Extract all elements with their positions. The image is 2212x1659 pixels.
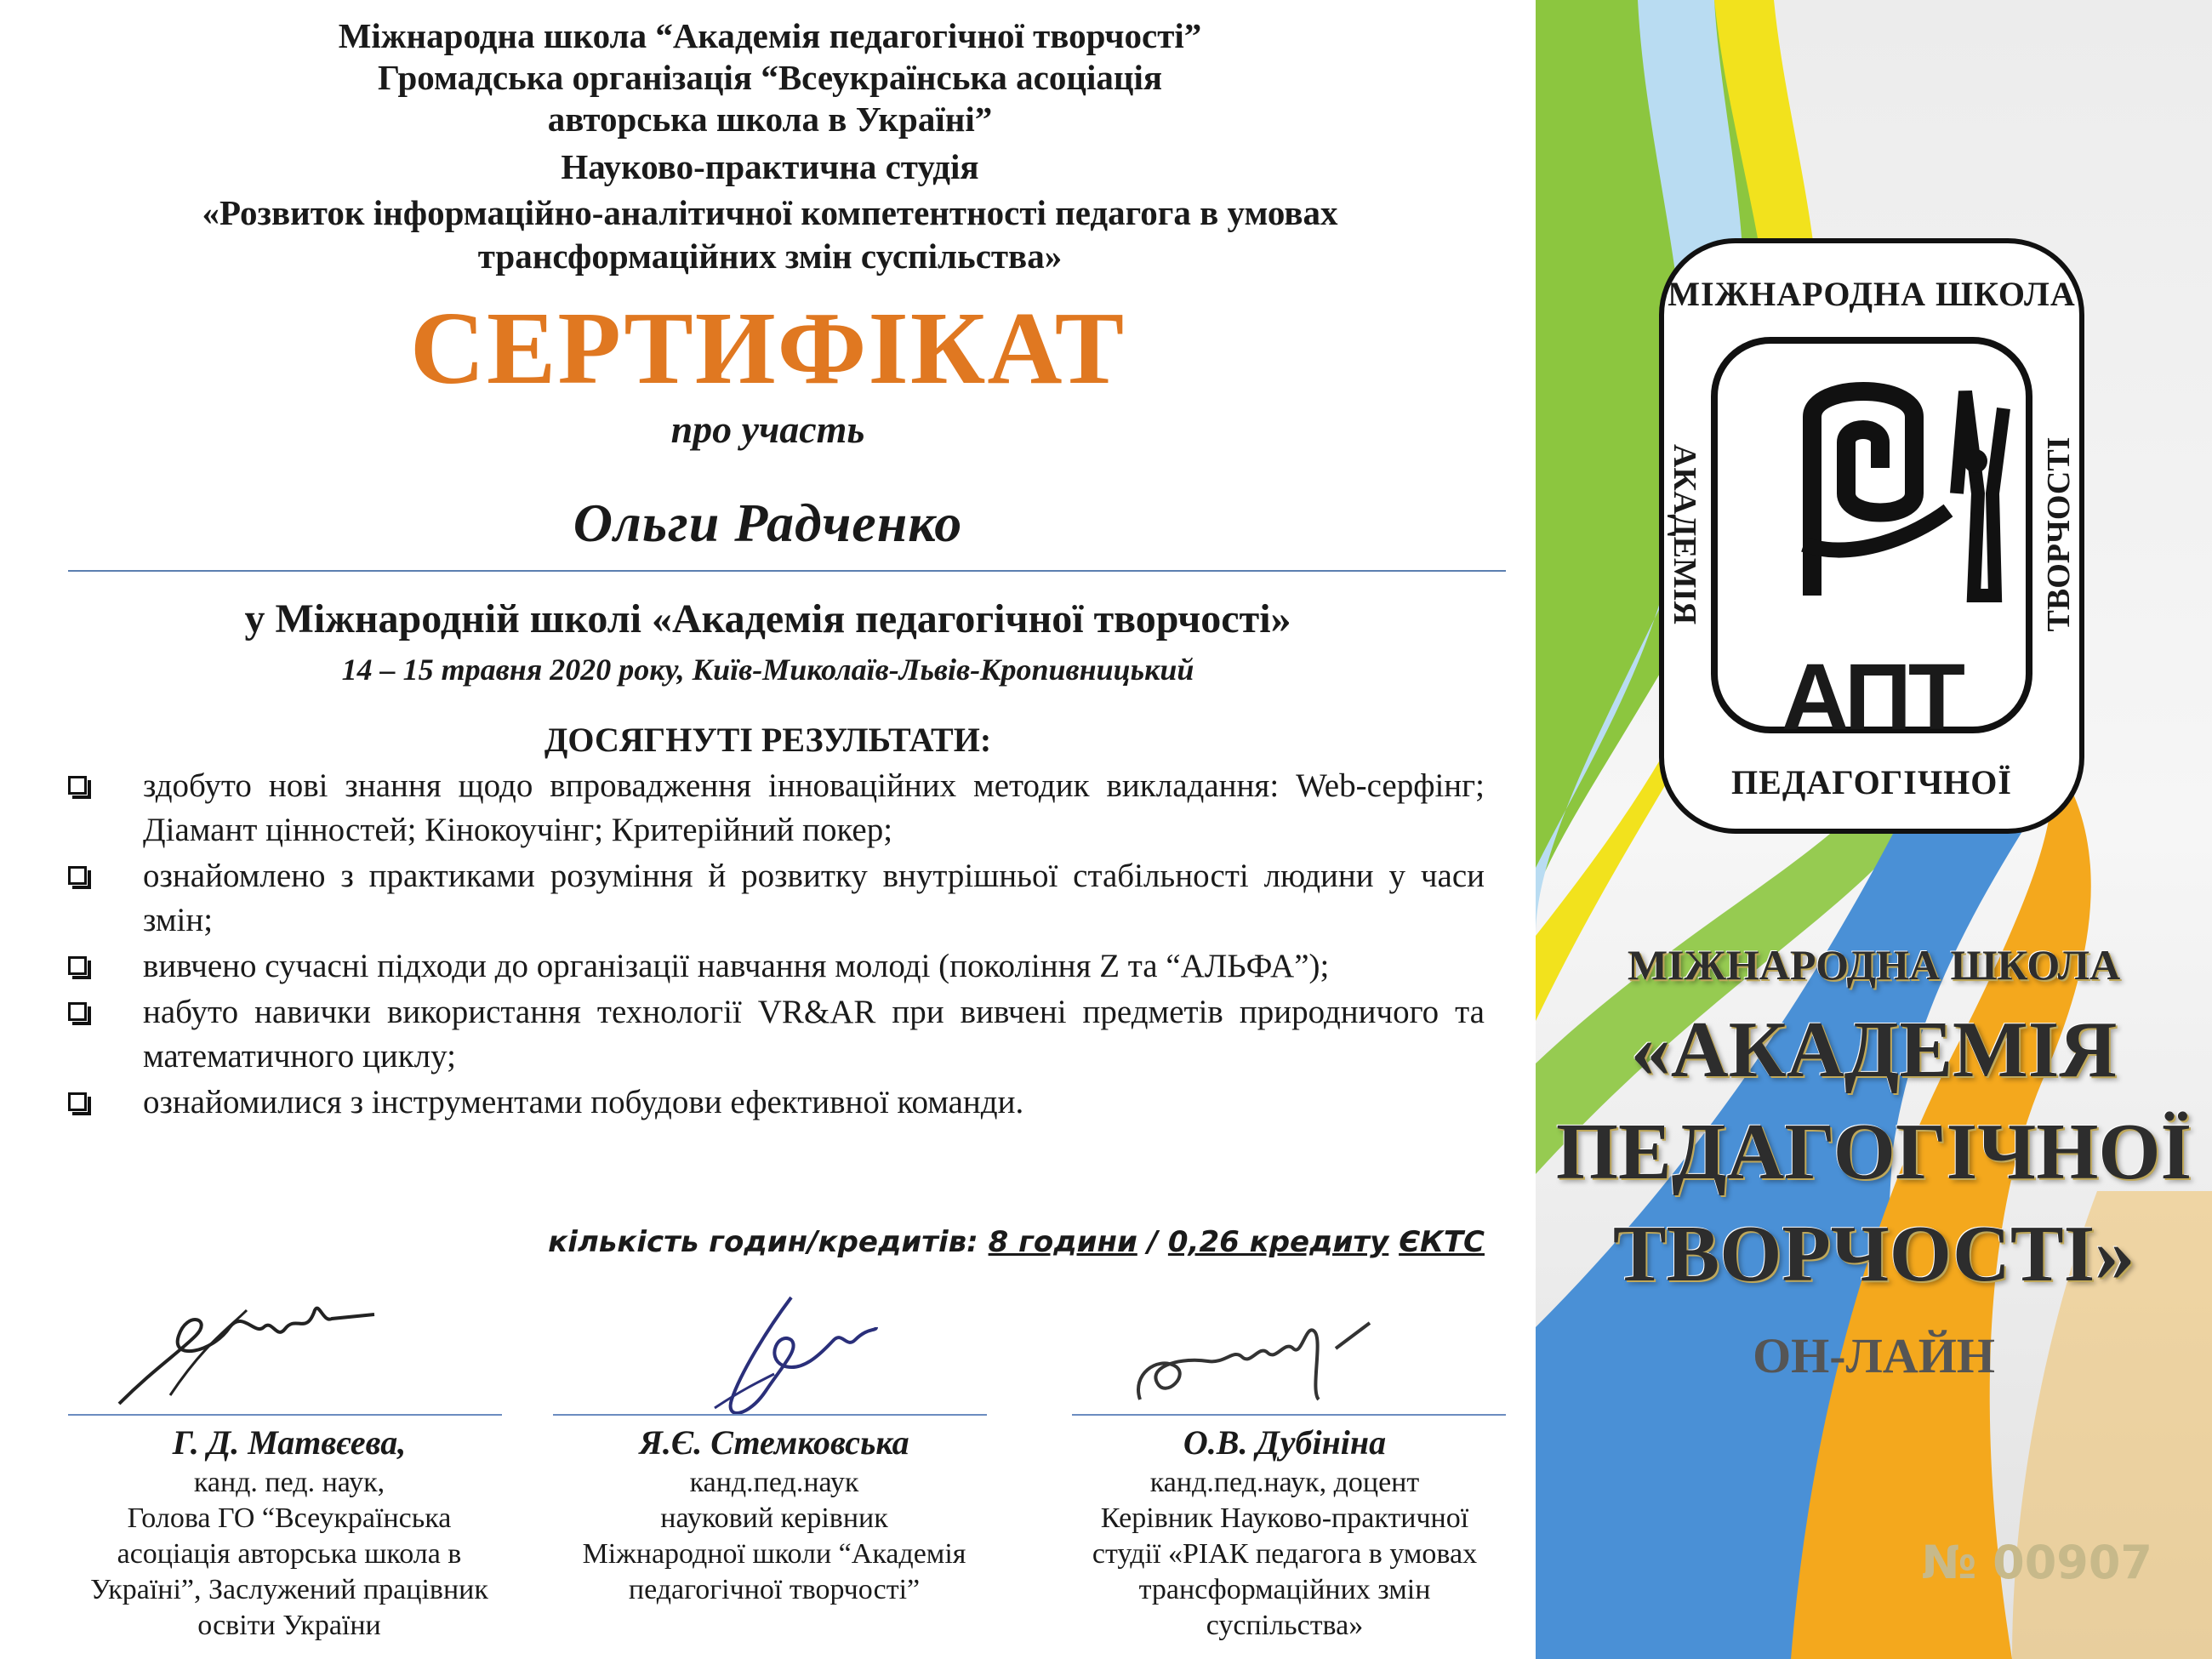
- hours-separator: /: [1147, 1225, 1159, 1259]
- panel-online: ОН-ЛАЙН: [1753, 1328, 1995, 1383]
- decorative-side-panel: [1536, 0, 2212, 1659]
- header-line-2: Громадська організація “Всеукраїнська асоціація: [377, 58, 1163, 97]
- list-item: ознайомилися з інструментами побудови ефективної команди.: [68, 1080, 1485, 1125]
- logo-center-text: АПТ: [1781, 645, 1963, 750]
- signatory-name-3: О.В. Дубініна: [1183, 1423, 1387, 1462]
- logo-left-text: АКАДЕМІЯ: [1667, 443, 1702, 625]
- logo-right-text: ТВОРЧОСТІ: [2041, 436, 2077, 632]
- signature-line-2: [553, 1414, 987, 1416]
- school-line: у Міжнародній школі «Академія педагогічної творчості»: [244, 596, 1291, 641]
- panel-line-4: ТВОРЧОСТІ»: [1612, 1210, 2135, 1298]
- signature-dubinina: [1115, 1297, 1395, 1425]
- panel-line-3: ПЕДАГОГІЧНОЇ: [1555, 1108, 2192, 1196]
- checkbox-bullet-icon: [68, 1002, 87, 1021]
- signatory-desc-2: канд.пед.наук науковий керівник Міжнародної школи “Академія педагогічної творчості”: [582, 1467, 966, 1605]
- header-line-4: Науково-практична студія: [561, 147, 979, 186]
- certificate-subtitle: про участь: [670, 408, 865, 451]
- certificate-number: № 00907: [1921, 1536, 2152, 1589]
- checkbox-bullet-icon: [68, 956, 87, 975]
- panel-line-1: МІЖНАРОДНА ШКОЛА: [1627, 941, 2121, 989]
- hours-value: 8 години: [988, 1225, 1137, 1259]
- credits-unit: ЄКТС: [1399, 1225, 1485, 1259]
- signature-line-1: [68, 1414, 502, 1416]
- list-item: здобуто нові знання щодо впровадження інноваційних методик викладання: Web-серфінг; Діамант цінностей; Кінокоучінг; Критерійний покер;: [68, 764, 1485, 852]
- signatory-desc-1: канд. пед. наук, Голова ГО “Всеукраїнська асоціація авторська школа в Україні”, Заслужений працівник освіти України: [90, 1467, 488, 1641]
- panel-line-2: «АКАДЕМІЯ: [1630, 1006, 2118, 1094]
- header-line-3: авторська школа в Україні”: [547, 100, 993, 139]
- signatory-name-1: Г. Д. Матвєева,: [172, 1423, 407, 1462]
- signatory-desc-3: канд.пед.наук, доцент Керівник Науково-практичної студії «РІАК педагога в умовах трансформаційних змін суспільства»: [1092, 1467, 1478, 1641]
- results-heading: ДОСЯГНУТІ РЕЗУЛЬТАТИ:: [544, 721, 992, 759]
- header-line-6: трансформаційних змін суспільства»: [477, 237, 1063, 276]
- signature-stemkovska: [664, 1280, 893, 1425]
- signatory-name-2: Я.Є. Стемковська: [639, 1423, 909, 1462]
- list-item: ознайомлено з практиками розуміння й розвитку внутрішньої стабільності людини у часи змін;: [68, 854, 1485, 943]
- results-list: [68, 764, 1485, 1126]
- checkbox-bullet-icon: [68, 776, 87, 795]
- logo-bottom-text: ПЕДАГОГІЧНОЇ: [1731, 763, 2012, 801]
- school-logo: [1659, 238, 2084, 834]
- checkbox-bullet-icon: [68, 866, 87, 885]
- list-item: набуто навички використання технології VR&AR при вивчені предметів природничого та математичного циклу;: [68, 990, 1485, 1079]
- hours-credits: [548, 1225, 1485, 1259]
- credits-value: 0,26 кредиту: [1167, 1225, 1389, 1259]
- certificate-title: СЕРТИФІКАТ: [409, 291, 1126, 406]
- signature-matveeva: [102, 1276, 391, 1421]
- logo-top-text: МІЖНАРОДНА ШКОЛА: [1668, 275, 2076, 313]
- signature-line-3: [1072, 1414, 1506, 1416]
- list-item: вивчено сучасні підходи до організації навчання молоді (покоління Z та “АЛЬФА”);: [68, 944, 1485, 989]
- dates-line: 14 – 15 травня 2020 року, Київ-Миколаїв-Львів-Кропивницький: [341, 653, 1194, 687]
- name-divider: [68, 570, 1506, 572]
- recipient-name: Ольги Радченко: [573, 493, 963, 553]
- checkbox-bullet-icon: [68, 1092, 87, 1111]
- header-line-5: «Розвиток інформаційно-аналітичної компетентності педагога в умовах: [202, 193, 1338, 232]
- header-line-1: Міжнародна школа “Академія педагогічної творчості”: [338, 16, 1202, 55]
- hours-label: кількість годин/кредитів:: [548, 1225, 978, 1259]
